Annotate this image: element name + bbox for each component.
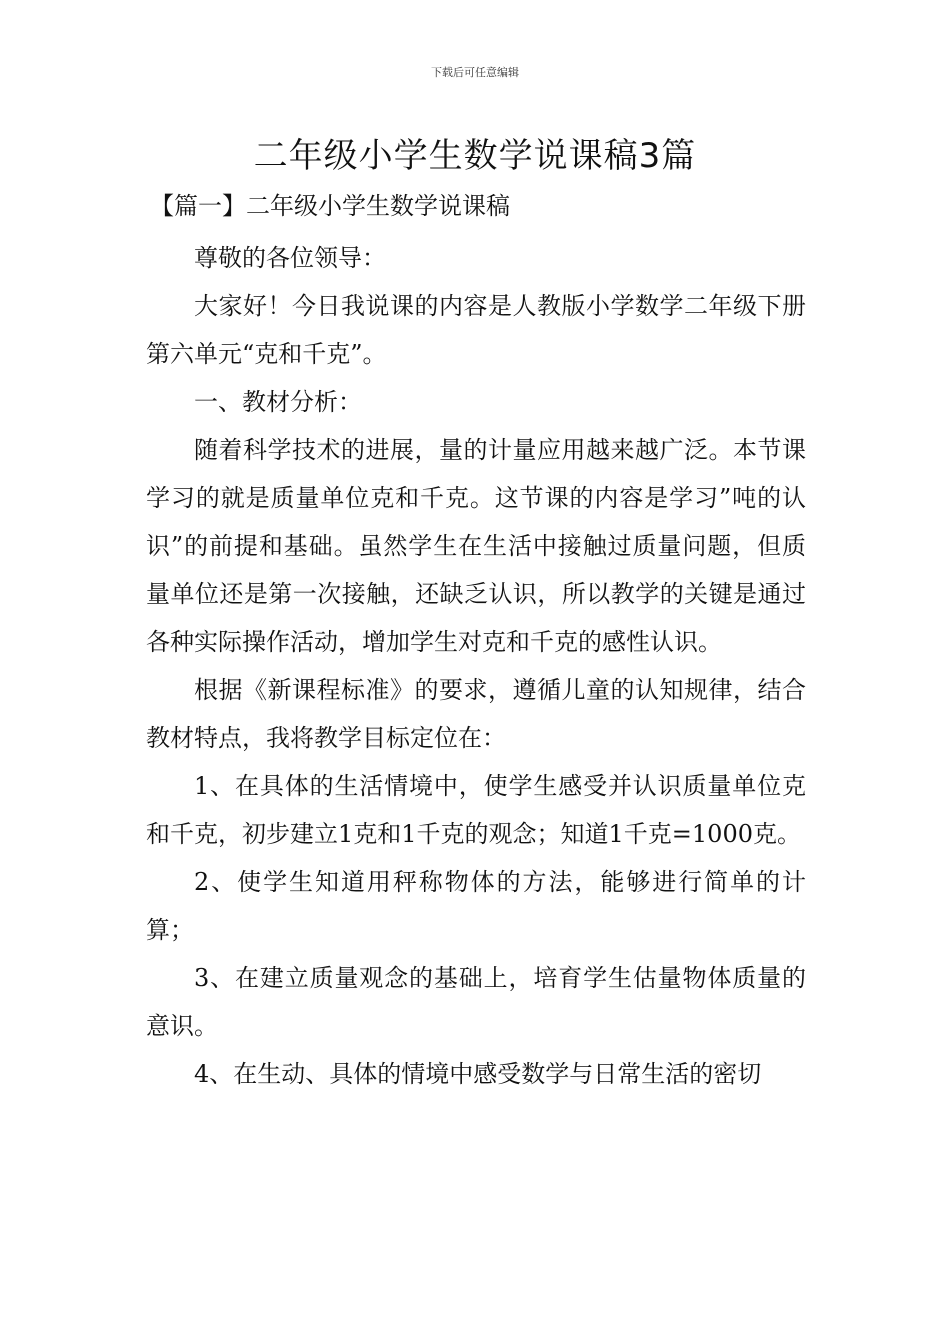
document-title: 二年级小学生数学说课稿3篇 — [253, 136, 697, 176]
paragraph-intro: 大家好！今日我说课的内容是人教版小学数学二年级下册第六单元“克和千克”。 — [146, 292, 806, 368]
paragraph-analysis: 随着科学技术的进展，量的计量应用越来越广泛。本节课学习的就是质量单位克和千克。这节课的内容是学习”吨的认识”的前提和基础。虽然学生在生活中接触过质量问题，但质量单位还是第一次接触，还缺乏认识，所以教学的关键是通过各种实际操作活动，增加学生对克和千克的感性认识。 — [146, 436, 806, 656]
document-body — [146, 234, 806, 1098]
paragraph-greeting: 尊敬的各位领导： — [194, 244, 386, 272]
page-header-note: 下载后可任意编辑 — [431, 66, 519, 79]
paragraph-goal-1: 1、在具体的生活情境中，使学生感受并认识质量单位克和千克，初步建立1克和1千克的观念；知道1千克=1000克。 — [146, 772, 806, 848]
paragraph-heading-analysis: 一、教材分析： — [194, 388, 362, 416]
paragraph-goal-4: 4、在生动、具体的情境中感受数学与日常生活的密切 — [194, 1060, 762, 1088]
paragraph-goal-3: 3、在建立质量观念的基础上，培育学生估量物体质量的意识。 — [146, 964, 806, 1040]
section-heading: 【篇一】二年级小学生数学说课稿 — [150, 192, 510, 220]
paragraph-goal-2: 2、使学生知道用秤称物体的方法，能够进行简单的计算； — [146, 868, 806, 944]
paragraph-goals-intro: 根据《新课程标准》的要求，遵循儿童的认知规律，结合教材特点，我将教学目标定位在： — [146, 676, 806, 752]
